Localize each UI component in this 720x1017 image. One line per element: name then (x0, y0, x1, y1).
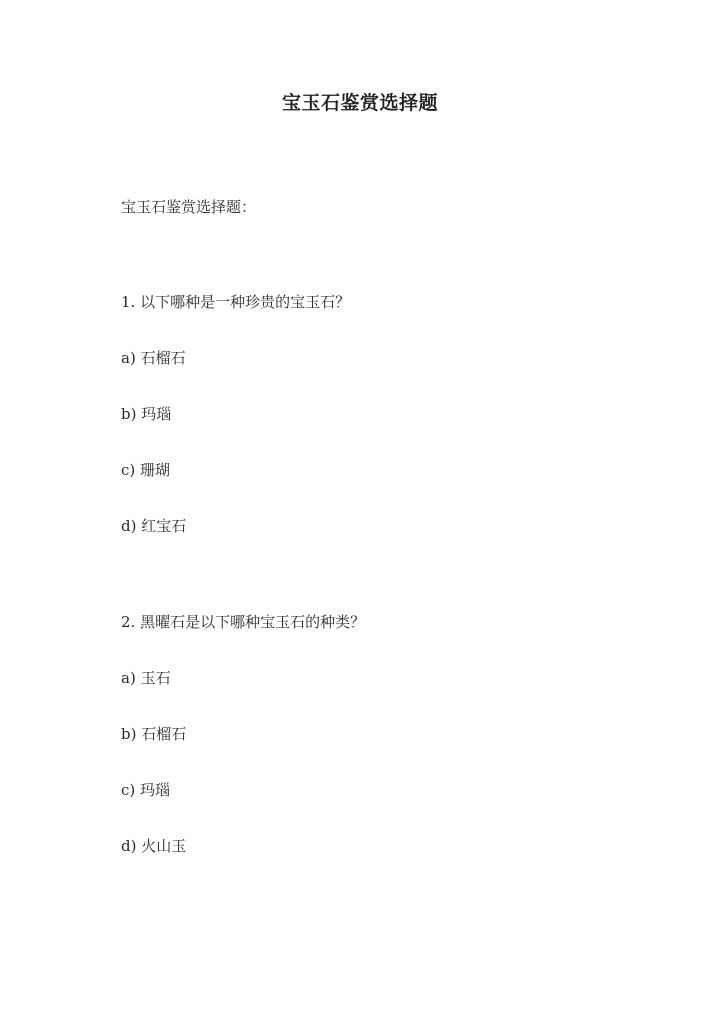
question-stem: 2. 黑曜石是以下哪种宝玉石的种类？ (121, 613, 366, 631)
option-b: b) 玛瑙 (121, 405, 172, 423)
page-title: 宝玉石鉴赏选择题 (281, 92, 438, 114)
option-c: c) 玛瑙 (121, 781, 171, 799)
option-d: d) 红宝石 (121, 517, 187, 535)
option-a: a) 玉石 (121, 669, 171, 687)
question-stem: 1. 以下哪种是一种珍贵的宝玉石？ (121, 293, 351, 311)
intro-text: 宝玉石鉴赏选择题： (121, 198, 257, 216)
option-b: b) 石榴石 (121, 725, 187, 743)
option-c: c) 珊瑚 (121, 461, 171, 479)
option-d: d) 火山玉 (121, 837, 187, 855)
option-a: a) 石榴石 (121, 349, 186, 367)
